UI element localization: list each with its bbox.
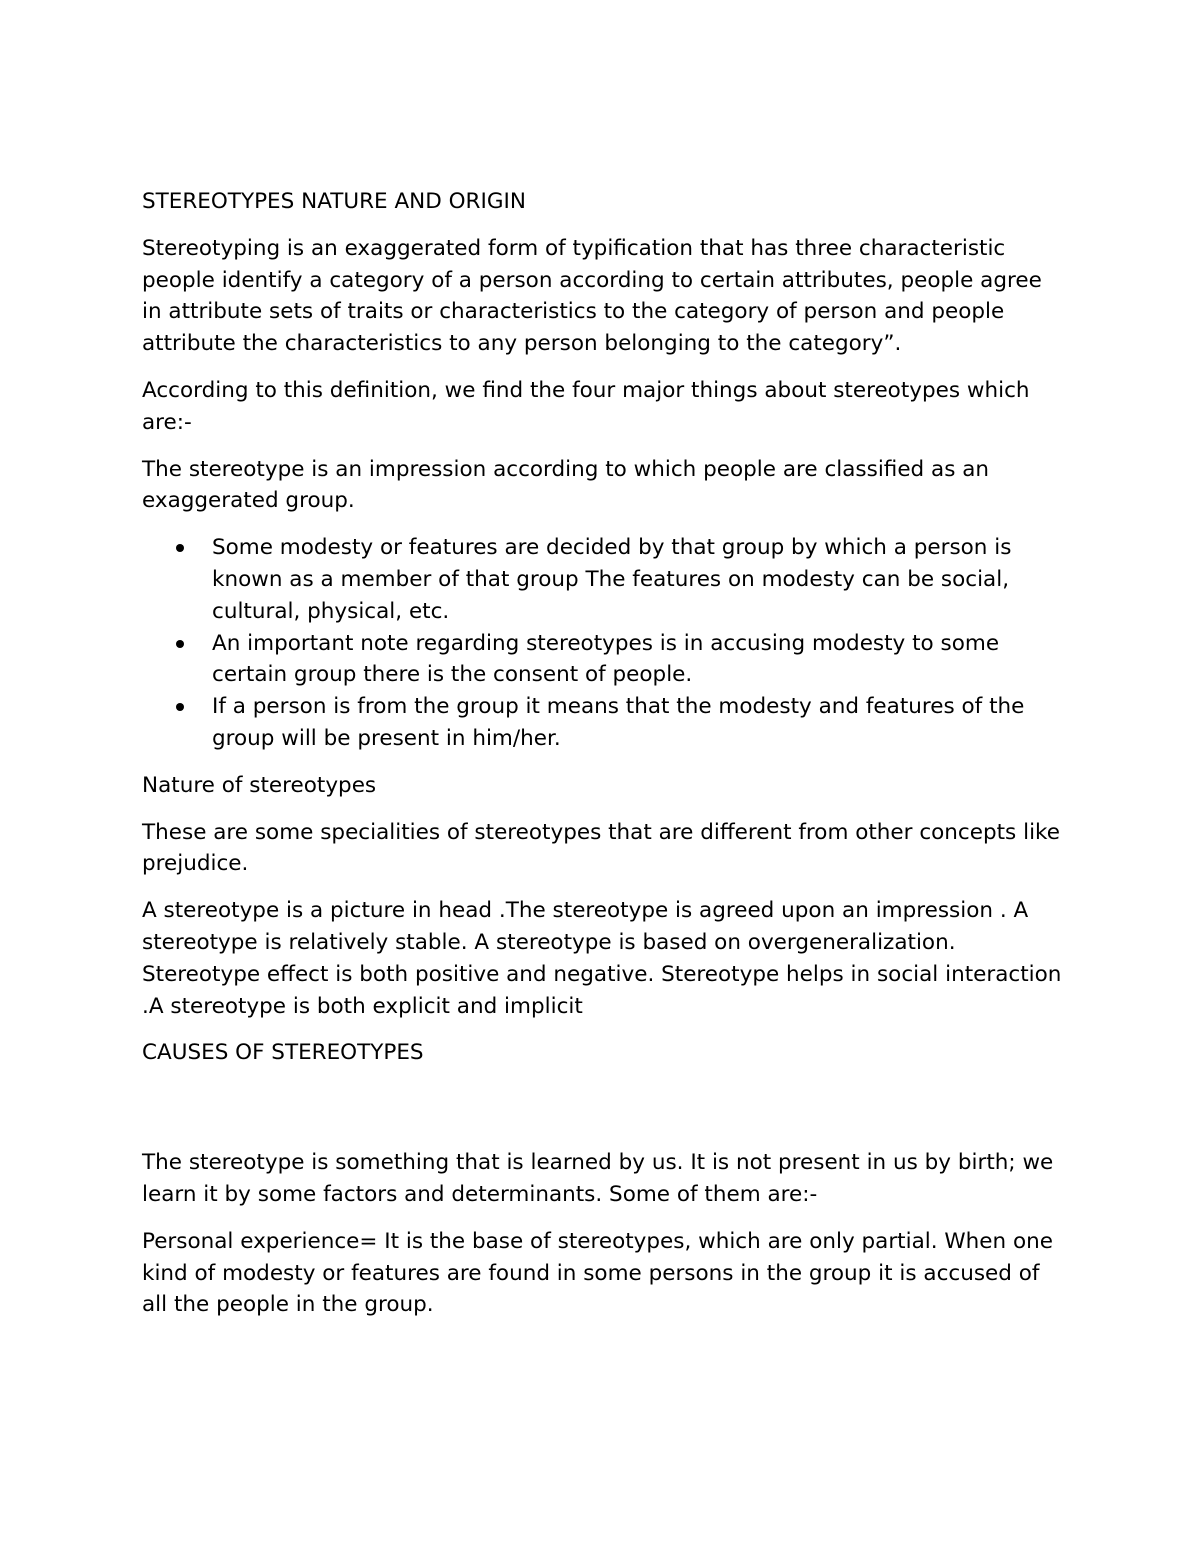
list-item-text: If a person is from the group it means that the modesty and features of the group will be present in him/her.	[212, 694, 1025, 751]
causes-heading: CAUSES OF STEREOTYPES	[142, 1040, 424, 1066]
bullet-icon	[176, 544, 184, 552]
personal-experience-paragraph: Personal experience= It is the base of stereotypes, which are only partial. When one kind of modesty or features are found in some persons in the group it is accused of all the people in the group.	[142, 1228, 1053, 1318]
intro-paragraph: Stereotyping is an exaggerated form of typification that has three characteristic people identify a category of a person according to certain attributes, people agree in attribute sets of traits or characteristics to the category of person and people attribute the characteristics to any person belonging to the category”.	[142, 235, 1042, 357]
list-item	[142, 691, 1062, 755]
list-item	[142, 628, 1062, 692]
bullet-icon	[176, 703, 184, 711]
nature-details-paragraph: A stereotype is a picture in head .The stereotype is agreed upon an impression . A stereotype is relatively stable. A stereotype is based on overgeneralization. Stereotype effect is both positive and negative. Stereotype helps in social interaction .A stereotype is both explicit and implicit	[142, 898, 1062, 1019]
document-body	[142, 186, 1062, 1336]
document-title: STEREOTYPES NATURE AND ORIGIN	[142, 189, 526, 214]
list-item-text: Some modesty or features are decided by that group by which a person is known as a member of that group The features on modesty can be social, cultural, physical, etc.	[212, 535, 1012, 624]
causes-intro-paragraph: The stereotype is something that is learned by us. It is not present in us by birth; we learn it by some factors and determinants. Some of them are:-	[142, 1150, 1054, 1207]
bullet-list	[142, 532, 1062, 755]
definition-paragraph: According to this definition, we find the four major things about stereotypes which are:-	[142, 377, 1030, 435]
nature-heading: Nature of stereotypes	[142, 772, 377, 798]
list-item	[142, 532, 1062, 627]
bullet-icon	[176, 640, 184, 648]
list-item-text: An important note regarding stereotypes is in accusing modesty to some certain group there is the consent of people.	[212, 630, 1000, 688]
impression-paragraph: The stereotype is an impression according to which people are classified as an exaggerated group.	[142, 456, 990, 514]
nature-intro-paragraph: These are some specialities of stereotypes that are different from other concepts like prejudice.	[142, 819, 1060, 877]
